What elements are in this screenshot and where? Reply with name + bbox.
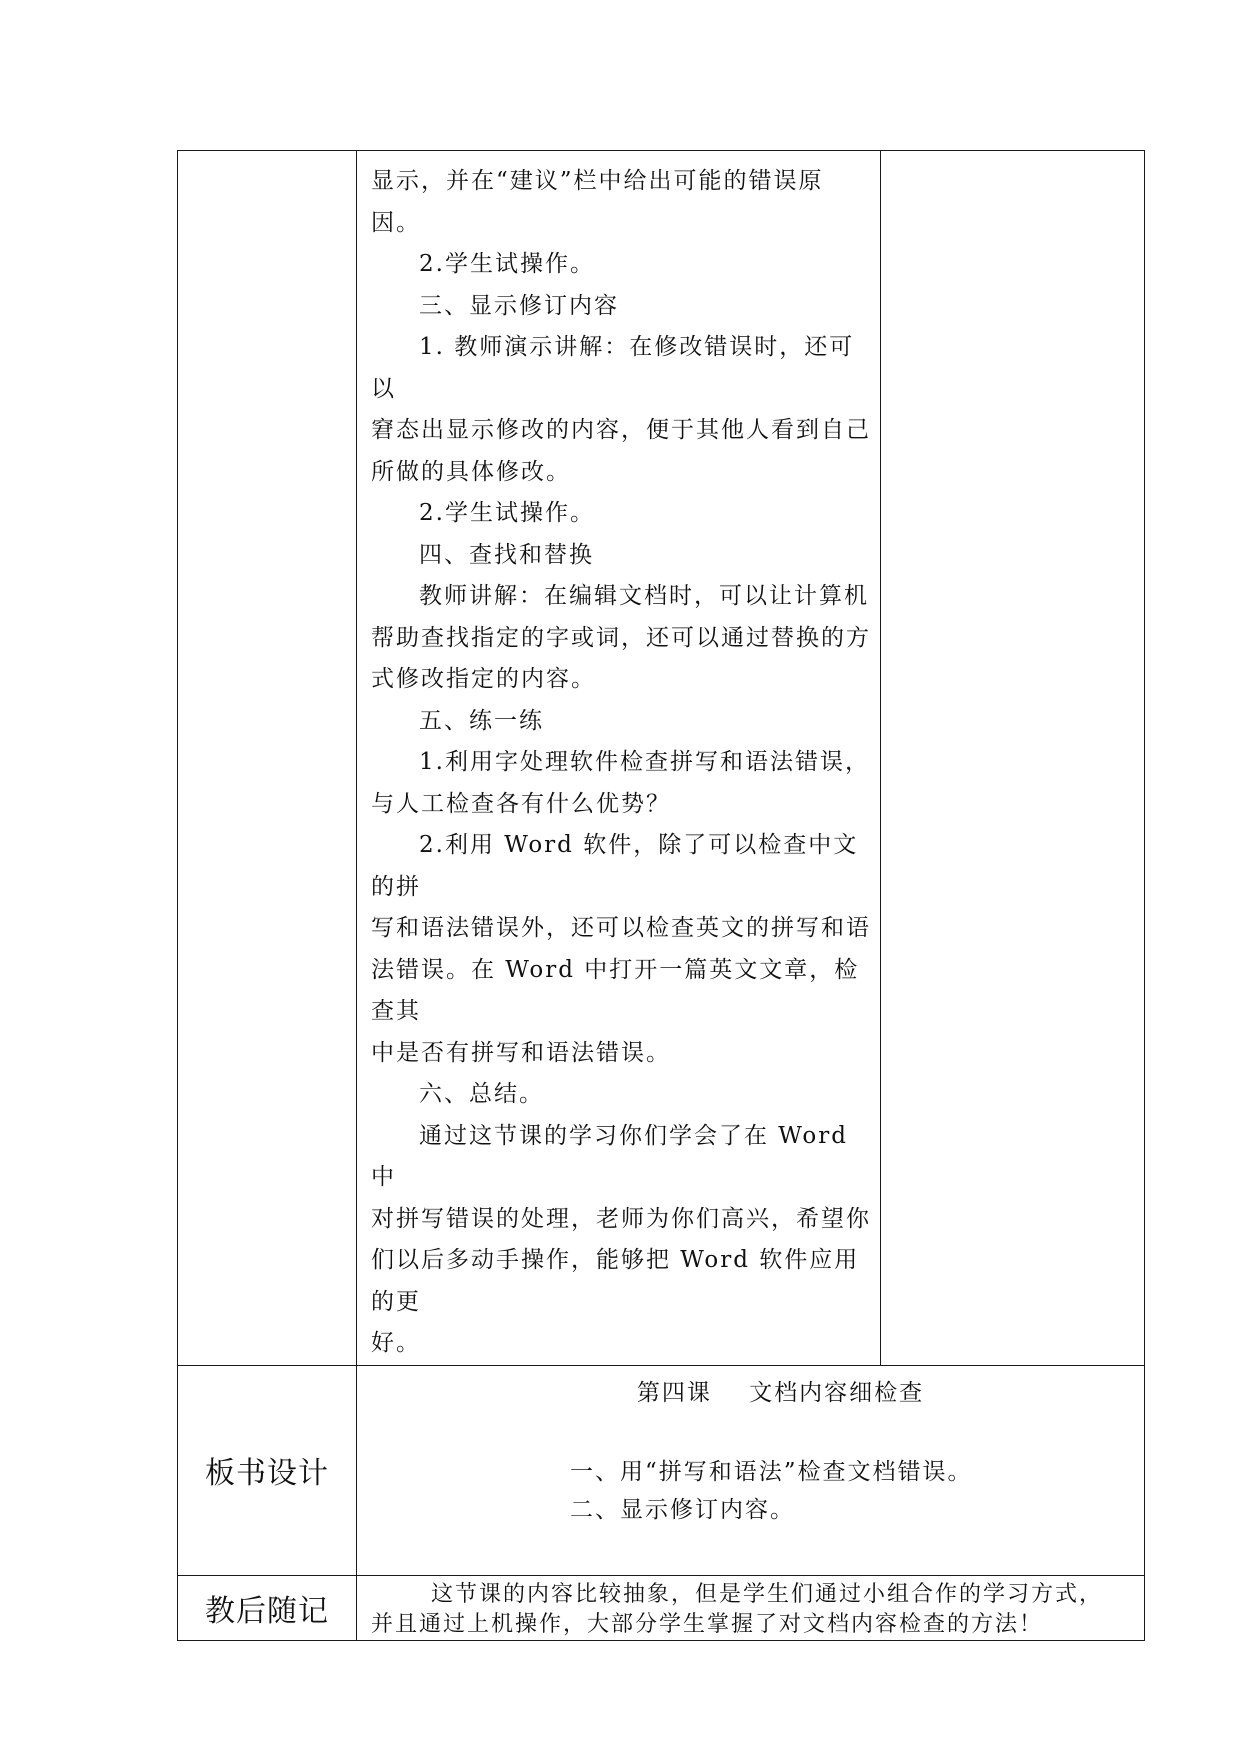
board-lesson-title: 第四课 文档内容细检查 <box>636 1379 925 1406</box>
post-class-notes-text <box>357 1576 1144 1640</box>
process-line: 式修改指定的内容。 <box>371 666 596 692</box>
process-heading: 四、查找和替换 <box>419 541 594 568</box>
process-line: 与人工检查各有什么优势？ <box>371 790 671 817</box>
process-line: 教师讲解：在编辑文档时，可以让计算机 <box>419 583 869 609</box>
notes-line: 这节课的内容比较抽象，但是学生们通过小组合作的学习方式， <box>431 1581 1104 1607</box>
board-design-row <box>178 1365 1145 1575</box>
process-line: 2.利用 Word 软件，除了可以检查中文的拼 <box>371 832 859 900</box>
process-line: 中是否有拼写和语法错误。 <box>371 1039 671 1066</box>
empty-note-cell <box>881 151 1145 1366</box>
process-heading: 三、显示修订内容 <box>419 292 619 319</box>
process-line: 1. 教师演示讲解：在修改错误时，还可以 <box>371 334 855 402</box>
process-line: 通过这节课的学习你们学会了在 Word 中 <box>371 1122 848 1190</box>
empty-label-cell <box>178 151 357 1366</box>
board-design-label: 板书设计 <box>178 1365 357 1575</box>
board-point: 一、用“拼写和语法”检查文档错误。 <box>570 1458 973 1485</box>
process-line: 帮助查找指定的字或词，还可以通过替换的方 <box>371 624 871 651</box>
board-design-content <box>357 1366 1144 1575</box>
process-heading: 五、练一练 <box>419 707 544 734</box>
process-line: 法错误。在 Word 中打开一篇英文文章，检查其 <box>371 956 860 1024</box>
process-line: 1.利用字处理软件检查拼写和语法错误， <box>419 749 870 775</box>
post-class-notes-row <box>178 1575 1145 1640</box>
lesson-plan-table <box>177 150 1145 1641</box>
process-line: 显示，并在“建议”栏中给出可能的错误原因。 <box>371 168 824 236</box>
process-line: 对拼写错误的处理，老师为你们高兴，希望你 <box>371 1205 871 1232</box>
process-line: 2.学生试操作。 <box>419 251 595 277</box>
notes-line: 并且通过上机操作，大部分学生掌握了对文档内容检查的方法！ <box>371 1611 1044 1637</box>
process-line: 2.学生试操作。 <box>419 500 595 526</box>
board-point: 二、显示修订内容。 <box>570 1496 795 1523</box>
teaching-process-cell <box>357 151 881 1366</box>
process-line: 窘态出显示修改的内容，便于其他人看到自己 <box>371 417 871 443</box>
process-line: 写和语法错误外，还可以检查英文的拼写和语 <box>371 915 871 941</box>
board-design-cell <box>357 1365 1145 1575</box>
process-line: 们以后多动手操作，能够把 Word 软件应用的更 <box>371 1247 860 1315</box>
teaching-process-text <box>357 151 880 1365</box>
post-class-notes-cell <box>357 1575 1145 1640</box>
process-line: 所做的具体修改。 <box>371 458 571 485</box>
process-heading: 六、总结。 <box>419 1081 544 1107</box>
process-line: 好。 <box>371 1330 421 1356</box>
teaching-process-row <box>178 151 1145 1366</box>
post-class-notes-label: 教后随记 <box>178 1575 357 1640</box>
